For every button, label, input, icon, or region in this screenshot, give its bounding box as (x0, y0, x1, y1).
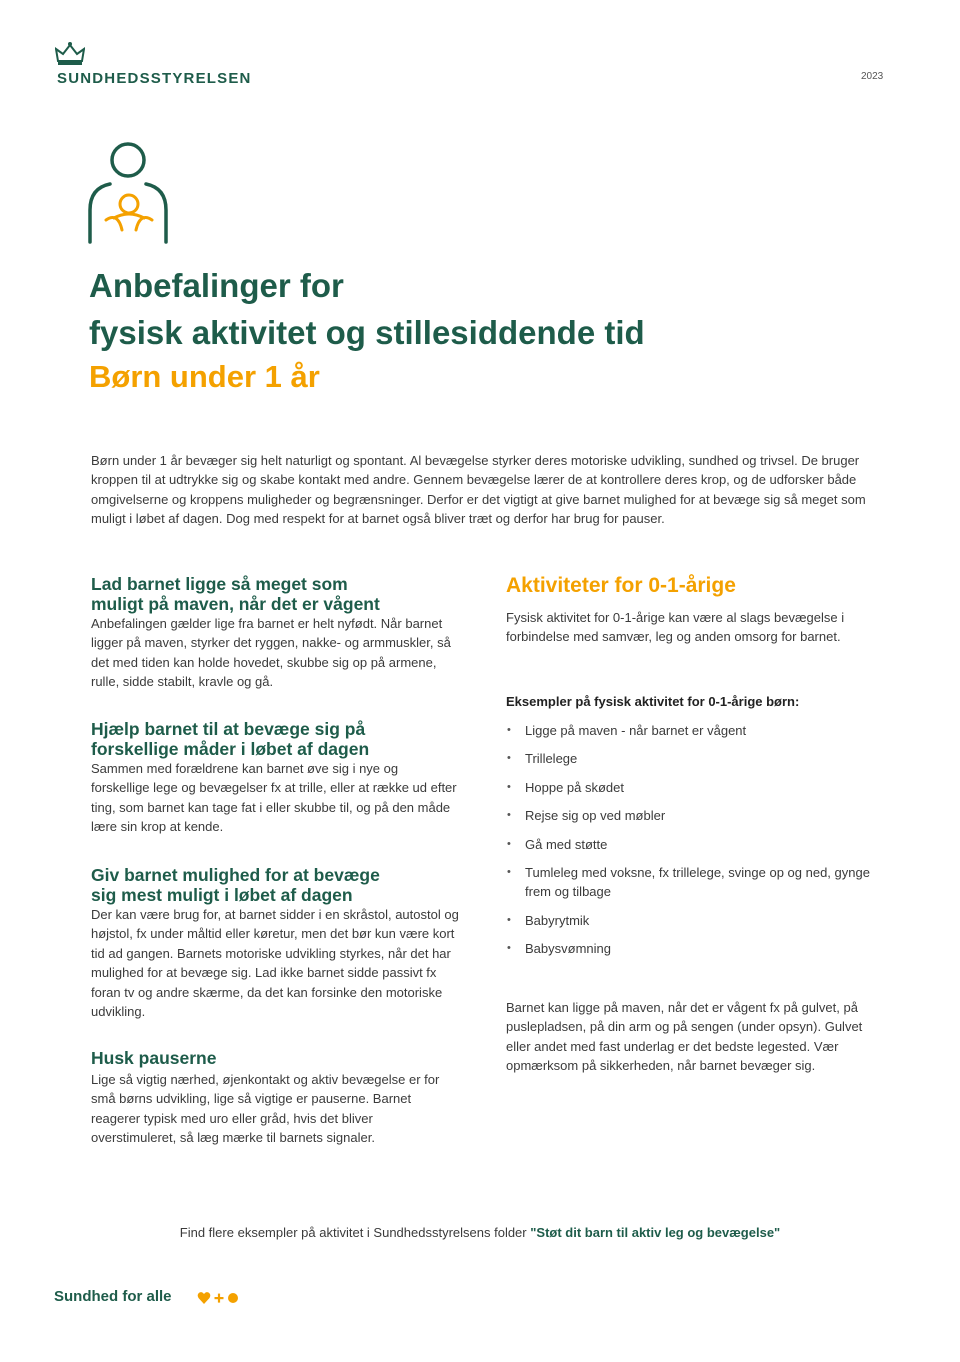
list-item: • Ligge på maven - når barnet er vågent (506, 721, 876, 740)
bullet-icon: • (507, 780, 511, 793)
bullet-icon: • (507, 942, 511, 955)
page-subtitle: Børn under 1 år (89, 359, 320, 394)
section-heading (91, 1048, 471, 1068)
list-item: • Babyrytmik (506, 911, 876, 930)
section-body: Lige så vigtig nærhed, øjenkontakt og aktiv bevægelse er for små børns udvikling, lige så vigtige er pauserne. Barnet reagerer typisk med uro eller gråd, hvis det bliver overstimuleret, så læg mærke til barnets signaler. (91, 1072, 440, 1146)
examples-list (506, 721, 876, 968)
page-title-line2: fysisk aktivitet og stillesiddende tid (89, 314, 645, 351)
list-item: • Babysvømning (506, 939, 876, 958)
footer-note (0, 1225, 960, 1240)
page-title-line1: Anbefalinger for (89, 267, 344, 304)
bullet-icon: • (507, 837, 511, 850)
tip-paragraph: Barnet kan ligge på maven, når det er vågent fx på gulvet, på puslepladsen, på din arm og på sengen (under opsyn). Gulvet eller andet med fast underlag er det bedste legested. Vær opmærksom på sikkerheden, når barnet bevæger sig. (506, 1000, 863, 1074)
list-item: • Tumleleg med voksne, fx trillelege, svinge op og ned, gynge frem og tilbage (507, 865, 870, 900)
section-heading-line: Giv barnet mulighed for at bevæge (91, 865, 380, 885)
bullet-icon: • (507, 913, 511, 926)
folder-title-link[interactable]: "Støt dit barn til aktiv leg og bevægelse" (530, 1225, 781, 1240)
bullet-icon: • (507, 809, 511, 822)
list-item: • Hoppe på skødet (506, 778, 876, 797)
heart-plus-dot-icon (197, 1290, 241, 1306)
section-heading-line: muligt på maven, når det er vågent (91, 594, 380, 614)
section-heading (91, 865, 471, 905)
list-item: • Gå med støtte (506, 835, 876, 854)
section-body: Anbefalingen gælder lige fra barnet er helt nyfødt. Når barnet ligger på maven, styrker det ryggen, nakke- og armmuskler, så det med tiden kan holde hovedet, skubbe sig op på armene, rulle, sidde stabilt, kravle og gå. (91, 616, 451, 690)
section-body: Der kan være brug for, at barnet sidder i en skråstol, autostol og højstol, fx under måltid eller køretur, men det bør kun være kort tid ad gangen. Barnets motoriske udvikling styrkes, når det har mulighed for at bevæge sig. Lad ikke barnet sidde passivt fx foran tv og andre skærme, da det kan forsinke den motoriske udvikling. (91, 907, 459, 1020)
activities-heading: Aktiviteter for 0-1-årige (506, 574, 736, 597)
section-heading-line: Husk pauserne (91, 1048, 217, 1068)
org-logo-text: SUNDHEDSSTYRELSEN (57, 70, 252, 87)
bullet-icon: • (507, 724, 511, 736)
section-heading (91, 574, 471, 614)
slogan: Sundhed for alle (54, 1288, 172, 1305)
bullet-icon: • (507, 752, 511, 765)
list-item: • Rejse sig op ved møbler (506, 806, 876, 825)
parent-child-icon (84, 140, 174, 245)
activities-body: Fysisk aktivitet for 0-1-årige kan være al slags bevægelse i forbindelse med samvær, leg og anden omsorg for barnet. (506, 610, 845, 645)
section-body: Sammen med forældrene kan barnet øve sig i nye og forskellige lege og bevægelser fx at trille, eller at række ud efter ting, som barnet kan tage fat i eller skubbe til, og på den måde lære sin krop at kende. (91, 761, 457, 835)
bullet-icon: • (507, 866, 511, 879)
publication-year: 2023 (861, 71, 884, 82)
section-heading-line: forskellige måder i løbet af dagen (91, 739, 370, 759)
section-heading-line: Hjælp barnet til at bevæge sig på (91, 719, 366, 739)
section-heading-line: sig mest muligt i løbet af dagen (91, 885, 353, 905)
section-heading-line: Lad barnet ligge så meget som (91, 574, 348, 594)
list-item: • Trillelege (506, 749, 876, 768)
intro-paragraph: Børn under 1 år bevæger sig helt naturligt og spontant. Al bevægelse styrker deres motoriske udvikling, sundhed og trivsel. De bruger kroppen til at udtrykke sig og skabe kontakt med andre. Gennem bevægelse lærer de at kontrollere deres krop, og de udforsker både omgivelserne og kroppens muligheder og begrænsninger. Derfor er det vigtigt at give barnet mulighed for at bevæge sig så meget som muligt i løbet af dagen. Dog med respekt for at barnet også bliver træt og derfor har brug for pauser. (91, 453, 866, 527)
footer-note-text: Find flere eksempler på aktivitet i Sundhedsstyrelsens folder (179, 1225, 531, 1240)
section-heading (91, 719, 471, 759)
crown-icon (55, 41, 85, 67)
examples-heading: Eksempler på fysisk aktivitet for 0-1-årige børn: (506, 694, 800, 709)
